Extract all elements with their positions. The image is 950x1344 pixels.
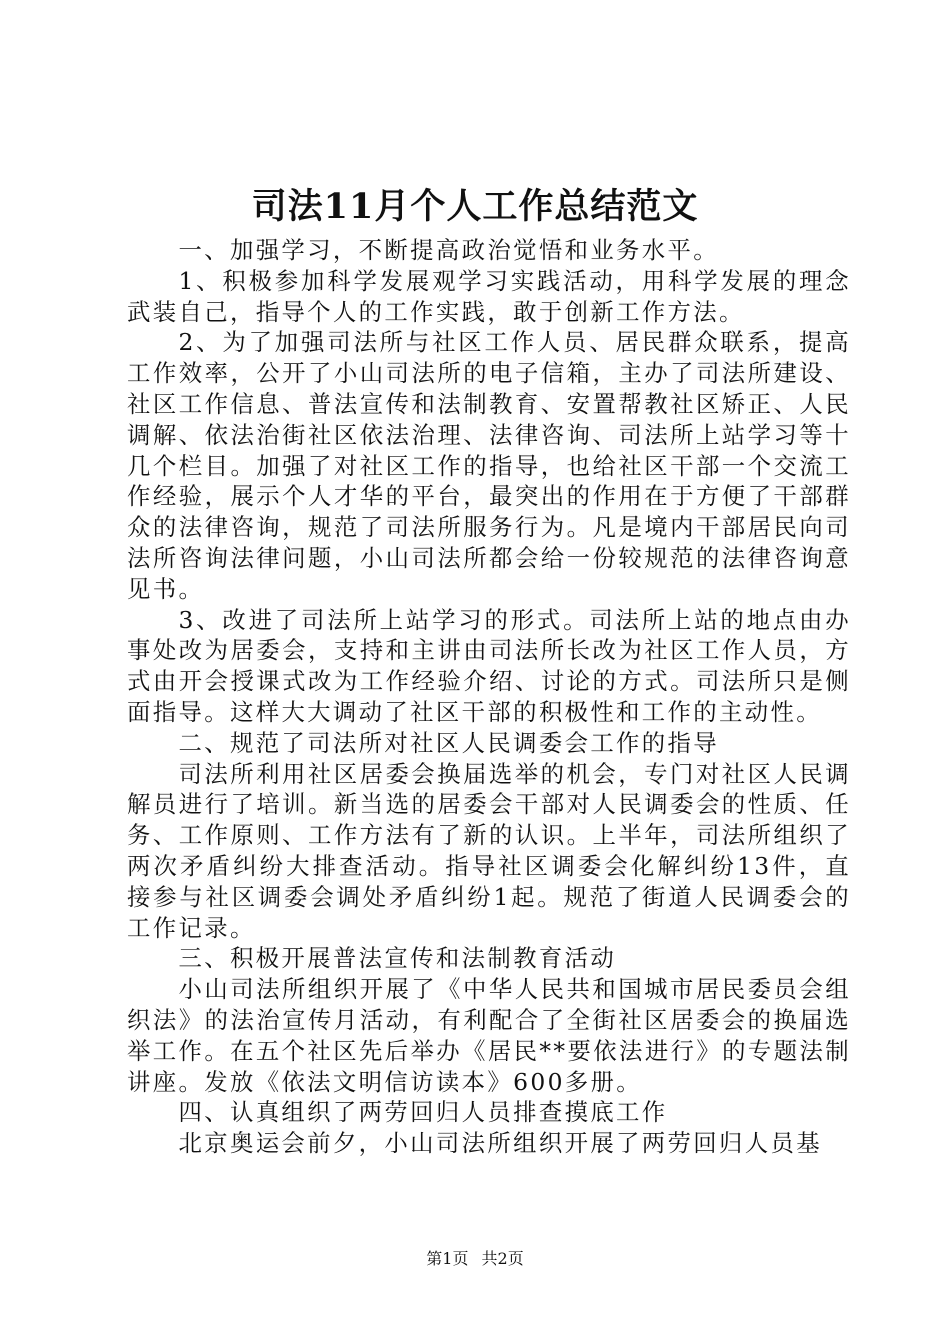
paragraph-1-3: 3、改进了司法所上站学习的形式。司法所上站的地点由办事处改为居委会，支持和主讲由司法所长改为社区工作人员，方式由开会授课式改为工作经验介绍、讨论的方式。司法所只是侧面指导。这样大大调动了社区干部的积极性和工作的主动性。 — [127, 605, 851, 726]
page-total: 共2页 — [481, 1249, 524, 1268]
paragraph-3-1: 小山司法所组织开展了《中华人民共和国城市居民委员会组织法》的法治宣传月活动，有利配合了全街社区居委会的换届选举工作。在五个社区先后举办《居民**要依法进行》的专题法制讲座。发放《依法文明信访读本》600多册。 — [127, 975, 851, 1096]
paragraph-2-1: 司法所利用社区居委会换届选举的机会，专门对社区人民调解员进行了培训。新当选的居委会干部对人民调委会的性质、任务、工作原则、工作方法有了新的认识。上半年，司法所组织了两次矛盾纠纷大排查活动。指导社区调委会化解纠纷13件，直接参与社区调委会调处矛盾纠纷1起。规范了街道人民调委会的工作记录。 — [127, 759, 851, 942]
section-heading-3: 三、积极开展普法宣传和法制教育活动 — [178, 944, 617, 973]
document-title: 司法11月个人工作总结范文 — [251, 186, 699, 227]
document-body — [127, 235, 851, 1159]
section-heading-4: 四、认真组织了两劳回归人员排查摸底工作 — [178, 1098, 668, 1127]
section-heading-2: 二、规范了司法所对社区人民调委会工作的指导 — [178, 728, 720, 757]
paragraph-4-1: 北京奥运会前夕，小山司法所组织开展了两劳回归人员基 — [178, 1129, 822, 1158]
paragraph-1-2: 2、为了加强司法所与社区工作人员、居民群众联系，提高工作效率，公开了小山司法所的电子信箱，主办了司法所建设、社区工作信息、普法宣传和法制教育、安置帮教社区矫正、人民调解、依法治街社区依法治理、法律咨询、司法所上站学习等十几个栏目。加强了对社区工作的指导，也给社区干部一个交流工作经验，展示个人才华的平台，最突出的作用在于方便了干部群众的法律咨询，规范了司法所服务行为。凡是境内干部居民向司法所咨询法律问题，小山司法所都会给一份较规范的法律咨询意见书。 — [127, 328, 851, 603]
paragraph-1-1: 1、积极参加科学发展观学习实践活动，用科学发展的理念武装自己，指导个人的工作实践，敢于创新工作方法。 — [127, 266, 851, 326]
page-number: 第1页 — [426, 1249, 469, 1268]
page-footer — [0, 1248, 950, 1270]
section-heading-1: 一、加强学习，不断提高政治觉悟和业务水平。 — [178, 236, 720, 264]
